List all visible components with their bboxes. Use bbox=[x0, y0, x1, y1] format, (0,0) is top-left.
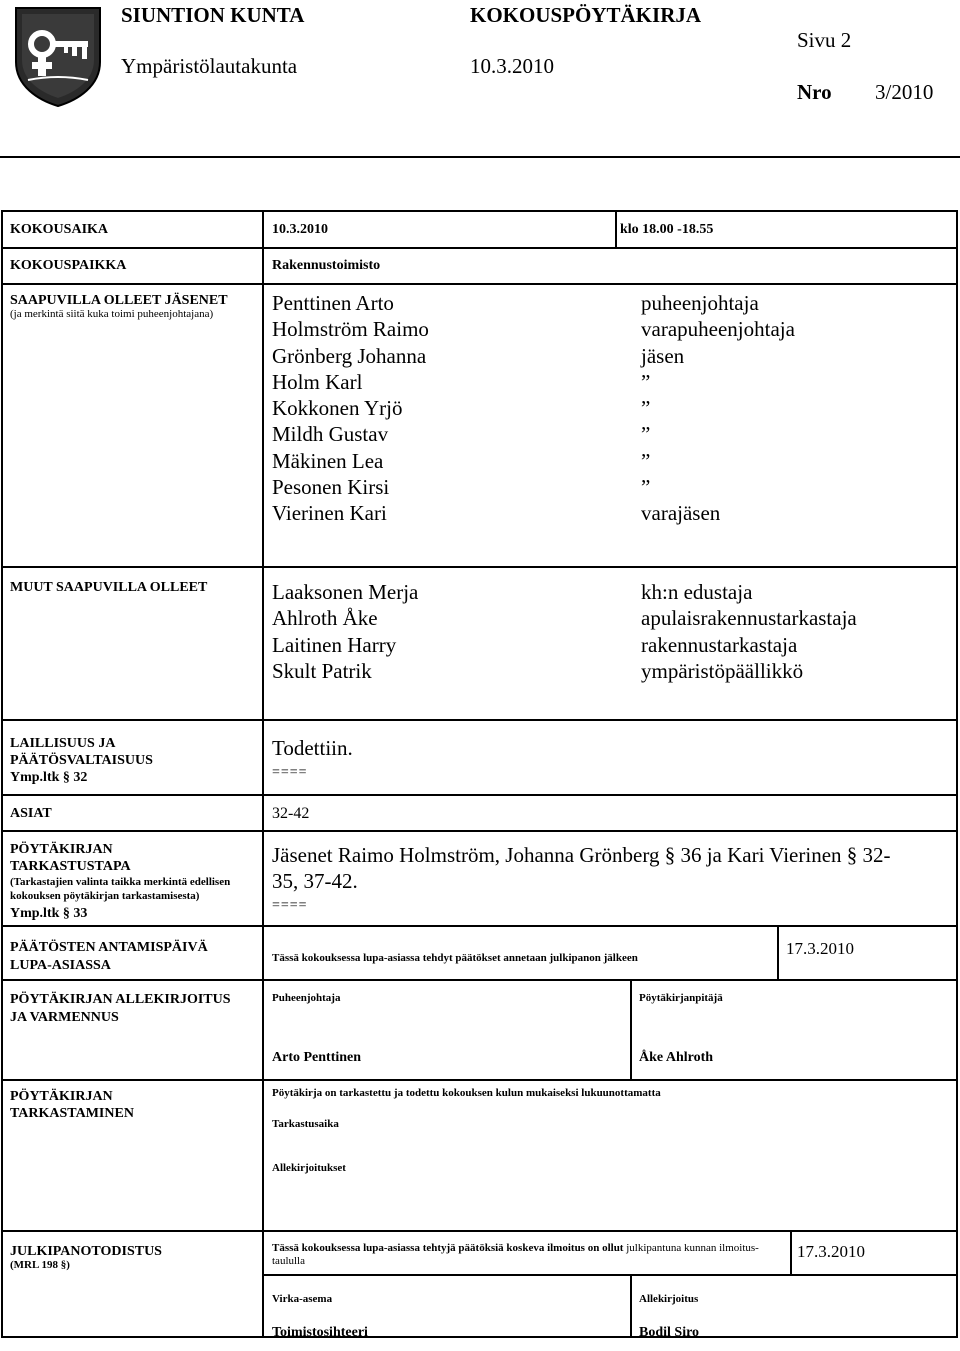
other-name: Laitinen Harry bbox=[272, 632, 397, 657]
row-divider bbox=[1, 566, 958, 568]
inspection-signatures-label: Allekirjoitukset bbox=[272, 1162, 346, 1174]
meeting-place-label: KOKOUSPAIKKA bbox=[10, 258, 127, 273]
inspection-time-label: Tarkastusaika bbox=[272, 1118, 339, 1130]
inspection-label-2: TARKASTAMINEN bbox=[10, 1106, 134, 1121]
other-name: Ahlroth Åke bbox=[272, 606, 378, 631]
member-name: Vierinen Kari bbox=[272, 501, 387, 526]
inspection-label: PÖYTÄKIRJAN bbox=[10, 1089, 113, 1104]
row-divider bbox=[1, 1079, 958, 1081]
member-role: ” bbox=[641, 369, 651, 394]
others-name-list bbox=[272, 579, 418, 684]
check-label-2: TARKASTUSTAPA bbox=[10, 859, 131, 874]
row-divider bbox=[1, 719, 958, 721]
chair-name: Arto Penttinen bbox=[272, 1050, 362, 1065]
position-value: Toimistosihteeri bbox=[272, 1325, 368, 1340]
row-divider bbox=[1, 830, 958, 832]
signature-label: Allekirjoitus bbox=[639, 1293, 699, 1305]
member-name: Holm Karl bbox=[272, 369, 363, 394]
board-name: Ympäristölautakunta bbox=[121, 54, 298, 78]
minutes-number-label: Nro bbox=[797, 80, 832, 104]
legality-rule: ==== bbox=[272, 765, 308, 780]
other-role: ympäristöpäällikkö bbox=[641, 658, 804, 683]
notice-text-2: taululla bbox=[272, 1255, 305, 1267]
others-role-list bbox=[641, 579, 857, 684]
notice-sublabel: (MRL 198 §) bbox=[10, 1259, 70, 1271]
row-divider bbox=[1, 794, 958, 796]
row-divider bbox=[1, 210, 958, 212]
signatures-label-2: JA VARMENNUS bbox=[10, 1010, 119, 1025]
member-name: Kokkonen Yrjö bbox=[272, 396, 403, 421]
check-text-2: 35, 37-42. bbox=[272, 869, 358, 893]
signature-value: Bodil Siro bbox=[639, 1325, 700, 1340]
member-name: Mäkinen Lea bbox=[272, 448, 384, 473]
members-role-list bbox=[641, 290, 795, 527]
other-role: kh:n edustaja bbox=[641, 580, 753, 604]
row-divider bbox=[1, 925, 958, 927]
header-rule bbox=[0, 156, 960, 158]
secretary-name: Åke Ahlroth bbox=[639, 1050, 714, 1065]
page-number: Sivu 2 bbox=[797, 28, 852, 52]
member-name: Mildh Gustav bbox=[272, 422, 389, 447]
legality-label: LAILLISUUS JA bbox=[10, 736, 116, 751]
secretary-label: Pöytäkirjanpitäjä bbox=[639, 992, 723, 1004]
table-left-border bbox=[1, 210, 3, 1338]
member-role: puheenjohtaja bbox=[641, 291, 759, 315]
decision-date-label-2: LUPA-ASIASSA bbox=[10, 958, 111, 973]
notice-text-normal: julkipantuna kunnan ilmoitus- bbox=[623, 1242, 759, 1254]
others-label: MUUT SAAPUVILLA OLLEET bbox=[10, 580, 208, 595]
notice-label: JULKIPANOTODISTUS bbox=[10, 1244, 162, 1259]
row-divider bbox=[1, 1230, 958, 1232]
member-role: ” bbox=[641, 448, 651, 473]
check-note: (Tarkastajien valinta taikka merkintä edellisen bbox=[10, 876, 231, 888]
table-right-border bbox=[956, 210, 958, 1338]
other-name: Skult Patrik bbox=[272, 658, 372, 683]
decision-date-divider bbox=[777, 926, 779, 979]
row-divider bbox=[1, 979, 958, 981]
chair-label: Puheenjohtaja bbox=[272, 992, 341, 1004]
notice-text bbox=[272, 1242, 759, 1255]
position-label: Virka-asema bbox=[272, 1293, 333, 1305]
municipality-name: SIUNTION KUNTA bbox=[121, 3, 305, 27]
notice-date-divider bbox=[790, 1231, 792, 1275]
signature-divider bbox=[630, 980, 632, 1079]
check-rule: ==== bbox=[272, 898, 308, 913]
row-divider bbox=[1, 247, 958, 249]
check-label: PÖYTÄKIRJAN bbox=[10, 842, 113, 857]
member-name: Penttinen Arto bbox=[272, 291, 394, 315]
notice-inner-rule bbox=[262, 1274, 958, 1276]
member-role: ” bbox=[641, 475, 651, 500]
member-role: ” bbox=[641, 422, 651, 447]
notice-text-bold: Tässä kokouksessa lupa-asiassa tehtyjä päätöksiä koskeva ilmoitus on ollut bbox=[272, 1242, 624, 1254]
member-role: varapuheenjohtaja bbox=[641, 317, 795, 342]
member-name: Pesonen Kirsi bbox=[272, 475, 390, 500]
notice-date: 17.3.2010 bbox=[797, 1242, 865, 1261]
members-label: SAAPUVILLA OLLEET JÄSENET bbox=[10, 293, 228, 308]
matters-range: 32-42 bbox=[272, 805, 310, 822]
minutes-number: 3/2010 bbox=[875, 80, 934, 104]
legality-text: Todettiin. bbox=[272, 736, 353, 760]
document-type: KOKOUSPÖYTÄKIRJA bbox=[470, 3, 702, 27]
inspection-statement: Pöytäkirja on tarkastettu ja todettu kokouksen kulun mukaiseksi lukuunottamatta bbox=[272, 1087, 661, 1099]
row-divider bbox=[1, 283, 958, 285]
decision-date-label: PÄÄTÖSTEN ANTAMISPÄIVÄ bbox=[10, 940, 208, 955]
member-name: Grönberg Johanna bbox=[272, 343, 427, 368]
legality-label-2: PÄÄTÖSVALTAISUUS bbox=[10, 753, 153, 768]
member-role: jäsen bbox=[641, 343, 685, 368]
row-divider bbox=[1, 1336, 958, 1338]
table-column-divider bbox=[262, 210, 264, 1338]
meeting-time-label: KOKOUSAIKA bbox=[10, 222, 109, 237]
member-role: ” bbox=[641, 396, 651, 421]
matters-label: ASIAT bbox=[10, 806, 52, 821]
municipal-crest bbox=[12, 4, 104, 108]
time-cell-divider bbox=[615, 210, 617, 247]
check-reference: Ymp.ltk § 33 bbox=[10, 906, 88, 921]
other-role: apulaisrakennustarkastaja bbox=[641, 606, 857, 631]
member-role: varajäsen bbox=[641, 501, 721, 526]
check-text: Jäsenet Raimo Holmström, Johanna Grönberg § 36 ja Kari Vierinen § 32- bbox=[272, 843, 891, 867]
meeting-place: Rakennustoimisto bbox=[272, 258, 381, 273]
members-name-list bbox=[272, 290, 429, 527]
signatures-label: PÖYTÄKIRJAN ALLEKIRJOITUS bbox=[10, 992, 231, 1007]
legality-reference: Ymp.ltk § 32 bbox=[10, 770, 88, 785]
other-name: Laaksonen Merja bbox=[272, 580, 419, 604]
other-role: rakennustarkastaja bbox=[641, 632, 798, 657]
check-note-2: kokouksen pöytäkirjan tarkastamisesta) bbox=[10, 890, 200, 902]
members-sublabel: (ja merkintä siitä kuka toimi puheenjohtajana) bbox=[10, 308, 214, 320]
notice-signature-divider bbox=[630, 1275, 632, 1337]
meeting-hours: klo 18.00 -18.55 bbox=[620, 222, 714, 237]
decision-date-text: Tässä kokouksessa lupa-asiassa tehdyt päätökset annetaan julkipanon jälkeen bbox=[272, 952, 638, 964]
meeting-date: 10.3.2010 bbox=[272, 222, 328, 237]
member-name: Holmström Raimo bbox=[272, 317, 429, 342]
header-date: 10.3.2010 bbox=[470, 54, 554, 78]
decision-date-value: 17.3.2010 bbox=[786, 939, 854, 958]
